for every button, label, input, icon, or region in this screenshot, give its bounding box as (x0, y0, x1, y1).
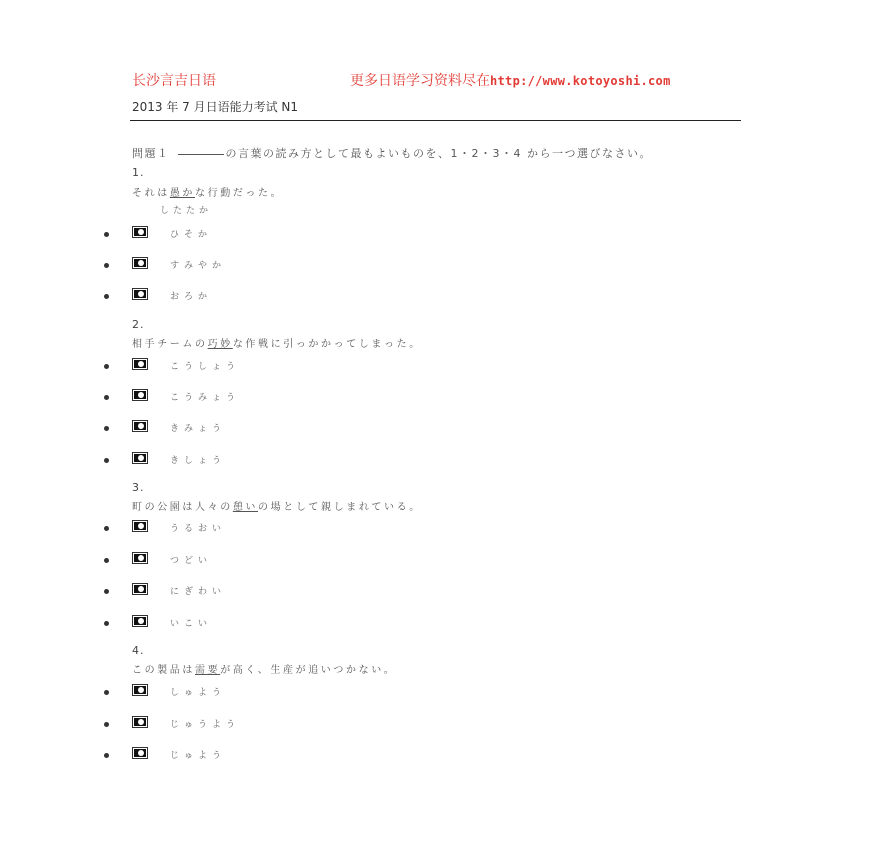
header-promo (350, 70, 671, 90)
radio-button-icon[interactable] (132, 747, 148, 759)
option-label: にぎわい (170, 587, 227, 597)
question-text (132, 184, 283, 199)
bullet-icon (104, 589, 109, 594)
answer-option[interactable] (104, 360, 404, 374)
option-label: きしょう (170, 456, 227, 466)
bullet-icon (104, 294, 109, 299)
instruction-blank (178, 148, 224, 155)
question-text-after: な行動だった。 (195, 188, 284, 199)
answer-option[interactable] (104, 522, 404, 536)
answer-option[interactable] (104, 454, 404, 468)
option-label: すみやか (170, 261, 227, 271)
question-number: 3. (132, 481, 145, 494)
radio-button-icon[interactable] (132, 226, 148, 238)
header-divider (130, 120, 741, 121)
question-text (132, 661, 396, 676)
instruction-text: の言葉の読み方として最もよいものを、1・2・3・4 から一つ選びなさい。 (225, 147, 652, 160)
radio-button-icon[interactable] (132, 389, 148, 401)
header-brand: 长沙言吉日语 (132, 73, 216, 89)
question-number: 1. (132, 166, 145, 179)
section-instruction (132, 145, 652, 161)
option-label: こうみょう (170, 393, 241, 403)
question-text-before: この製品は (132, 665, 195, 676)
bullet-icon (104, 526, 109, 531)
bullet-icon (104, 722, 109, 727)
header-promo-text: 更多日语学习资料尽在 (350, 73, 490, 89)
option-label: きみょう (170, 424, 227, 434)
radio-button-icon[interactable] (132, 257, 148, 269)
answer-option[interactable] (104, 585, 404, 599)
question-text-before: それは (132, 188, 170, 199)
radio-button-icon[interactable] (132, 615, 148, 627)
radio-button-icon[interactable] (132, 583, 148, 595)
question-text-before: 相手チームの (132, 339, 208, 350)
option-label: うるおい (170, 524, 227, 534)
bullet-icon (104, 458, 109, 463)
instruction-prefix: 問題１ (132, 147, 170, 160)
question-text-after: の場として親しまれている。 (258, 502, 422, 513)
question-hint: したたか (160, 206, 213, 216)
question-text-before: 町の公園は人々の (132, 502, 233, 513)
answer-option[interactable] (104, 749, 404, 763)
radio-button-icon[interactable] (132, 358, 148, 370)
bullet-icon (104, 232, 109, 237)
answer-option[interactable] (104, 290, 404, 304)
radio-button-icon[interactable] (132, 552, 148, 564)
bullet-icon (104, 558, 109, 563)
answer-option[interactable] (104, 422, 404, 436)
answer-option[interactable] (104, 391, 404, 405)
answer-option[interactable] (104, 718, 404, 732)
bullet-icon (104, 621, 109, 626)
option-label: じゅよう (170, 751, 227, 761)
radio-button-icon[interactable] (132, 520, 148, 532)
question-underlined-word: 憩い (232, 502, 259, 513)
option-label: ひそか (170, 230, 213, 240)
question-underlined-word: 巧妙 (207, 339, 233, 350)
question-underlined-word: 需要 (195, 665, 221, 676)
header-url-link[interactable]: http://www.kotoyoshi.com (490, 74, 671, 88)
question-text (132, 335, 422, 350)
option-label: いこい (170, 619, 213, 629)
radio-button-icon[interactable] (132, 420, 148, 432)
option-label: しゅよう (170, 688, 227, 698)
option-label: つどい (170, 556, 213, 566)
question-underlined-word: 愚か (169, 188, 196, 199)
bullet-icon (104, 395, 109, 400)
answer-option[interactable] (104, 228, 404, 242)
radio-button-icon[interactable] (132, 452, 148, 464)
answer-option[interactable] (104, 259, 404, 273)
answer-option[interactable] (104, 686, 404, 700)
question-text-after: な作戦に引っかかってしまった。 (232, 339, 422, 350)
question-number: 2. (132, 318, 145, 331)
bullet-icon (104, 690, 109, 695)
answer-option[interactable] (104, 617, 404, 631)
bullet-icon (104, 263, 109, 268)
radio-button-icon[interactable] (132, 716, 148, 728)
bullet-icon (104, 426, 109, 431)
bullet-icon (104, 753, 109, 758)
radio-button-icon[interactable] (132, 684, 148, 696)
radio-button-icon[interactable] (132, 288, 148, 300)
bullet-icon (104, 364, 109, 369)
page-title: 2013 年 7 月日语能力考试 N1 (132, 100, 299, 114)
option-label: じゅうよう (170, 720, 241, 730)
answer-option[interactable] (104, 554, 404, 568)
question-number: 4. (132, 644, 145, 657)
question-text-after: が高く、生産が追いつかない。 (220, 665, 397, 676)
page-header (132, 70, 742, 90)
option-label: おろか (170, 292, 213, 302)
option-label: こうしょう (170, 362, 241, 372)
question-text (132, 498, 422, 513)
